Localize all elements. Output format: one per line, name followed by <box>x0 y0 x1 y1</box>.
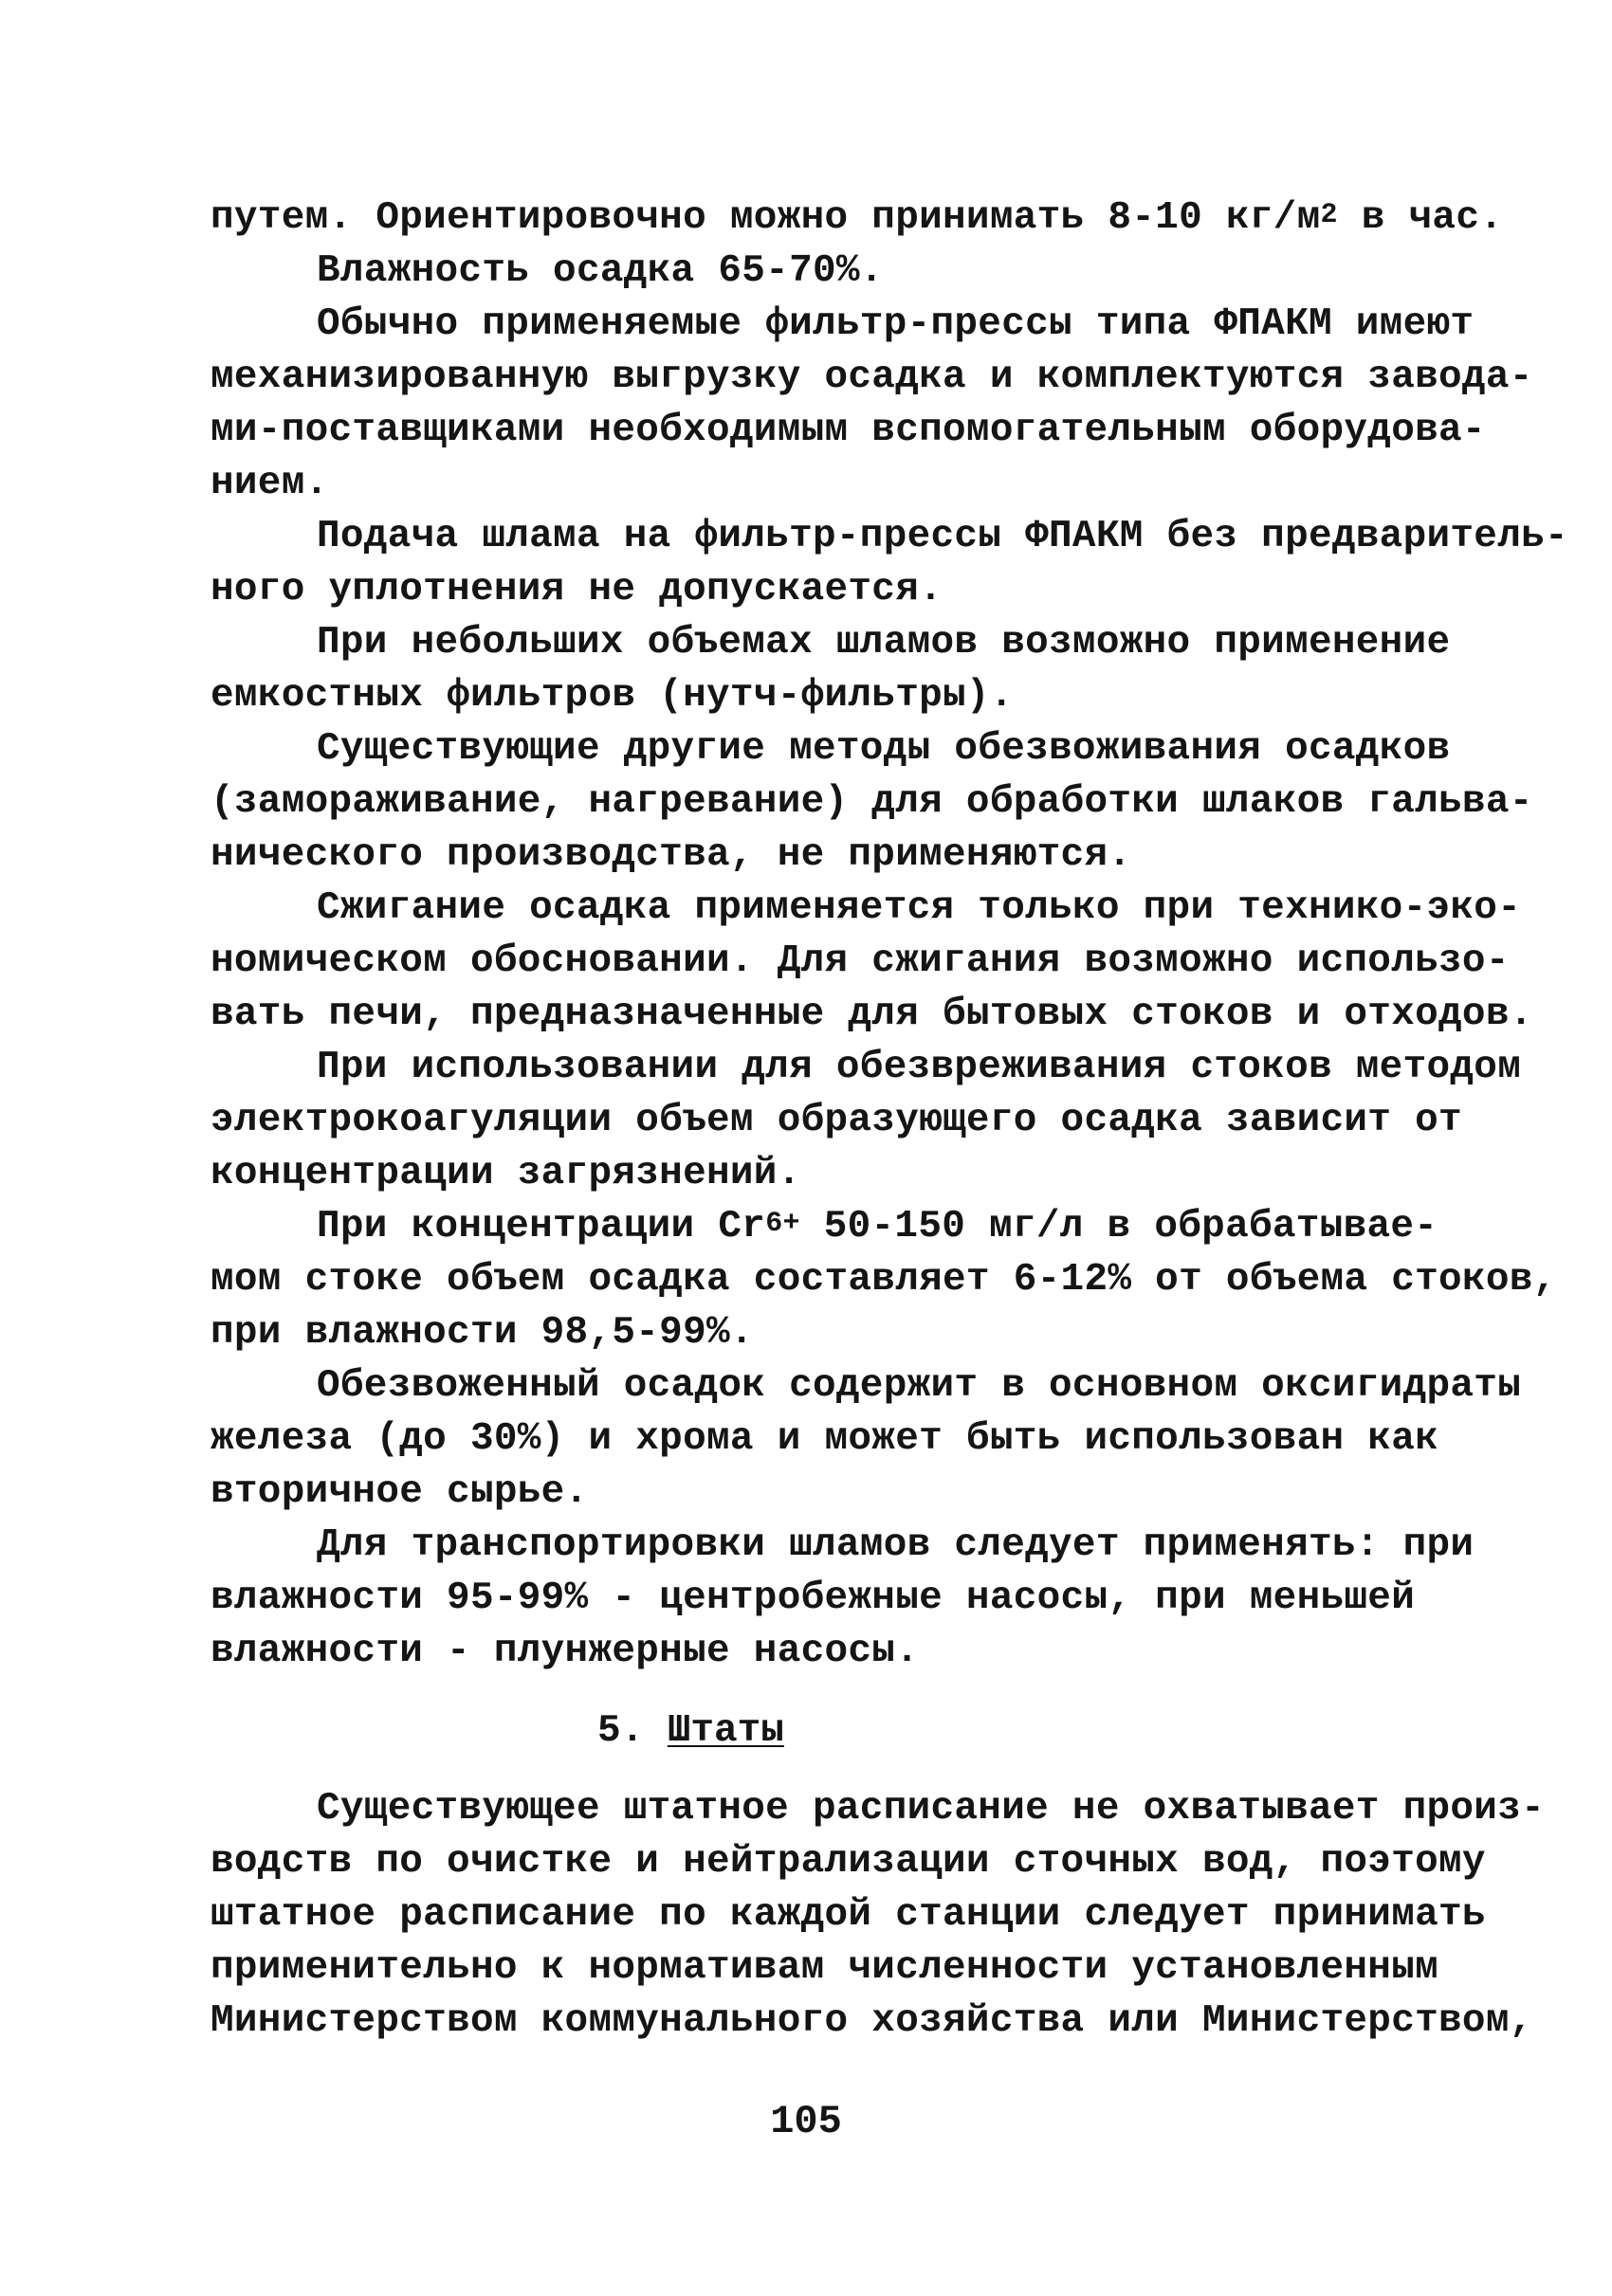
text-line <box>317 1200 1438 1253</box>
text-line <box>211 191 1503 245</box>
text-line: железа (до 30%) и хрома и может быть использован как <box>211 1417 1439 1461</box>
text-line: Обезвоженный осадок содержит в основном оксигидраты <box>317 1364 1522 1408</box>
superscript: 6+ <box>765 1208 800 1240</box>
text-line: мом стоке объем осадка составляет 6-12% от объема стоков, <box>211 1258 1557 1302</box>
text-line: вторичное сырье. <box>211 1470 589 1514</box>
text-line: Министерством коммунального хозяйства или Министерством, <box>211 1999 1533 2043</box>
text-line: вать печи, предназначенные для бытовых стоков и отходов. <box>211 993 1533 1036</box>
text-line: Влажность осадка 65-70%. <box>317 249 884 293</box>
text-line: влажности 95-99% - центробежные насосы, при меньшей <box>211 1576 1416 1620</box>
text-line: Существующие другие методы обезвоживания осадков <box>317 727 1451 771</box>
text-line: Существующее штатное расписание не охватывает произ- <box>317 1787 1546 1831</box>
section-heading <box>597 1704 784 1758</box>
line-text: При концентрации Cr <box>317 1205 766 1248</box>
text-line: концентрации загрязнений. <box>211 1152 801 1195</box>
section-number: 5. <box>597 1709 645 1753</box>
text-line: применительно к нормативам численности установленным <box>211 1946 1439 1990</box>
section-title: Штаты <box>667 1709 784 1753</box>
page-number: 105 <box>770 2099 842 2144</box>
text-line: Для транспортировки шламов следует применять: при <box>317 1523 1475 1567</box>
text-line: При небольших объемах шламов возможно применение <box>317 621 1451 665</box>
text-line: Обычно применяемые фильтр-прессы типа ФПАКМ имеют <box>317 302 1475 346</box>
text-line: нием. <box>211 462 329 505</box>
text-line: ного уплотнения не допускается. <box>211 568 943 611</box>
text-line: электрокоагуляции объем образующего осадка зависит от <box>211 1099 1462 1142</box>
line-text: 50-150 мг/л в обрабатывае- <box>799 1205 1438 1248</box>
text-line: емкостных фильтров (нутч-фильтры). <box>211 674 1014 718</box>
text-line: ми-поставщиками необходимым вспомогательным оборудова- <box>211 409 1486 452</box>
superscript: 2 <box>1320 199 1338 231</box>
text-line: влажности - плунжерные насосы. <box>211 1630 920 1673</box>
line-text: в час. <box>1337 196 1504 240</box>
line-text: путем. Ориентировочно можно принимать 8-10 кг/м <box>211 196 1321 240</box>
text-line: нического производства, не применяются. <box>211 833 1132 877</box>
text-line: При использовании для обезвреживания стоков методом <box>317 1046 1522 1089</box>
text-line: штатное расписание по каждой станции следует принимать <box>211 1893 1486 1937</box>
text-line: при влажности 98,5-99%. <box>211 1311 754 1355</box>
text-line: Подача шлама на фильтр-прессы ФПАКМ без предваритель- <box>317 515 1568 558</box>
text-line: (замораживание, нагревание) для обработки шлаков гальва- <box>211 780 1533 824</box>
text-line: водств по очистке и нейтрализации сточных вод, поэтому <box>211 1840 1486 1884</box>
text-line: номическом обосновании. Для сжигания возможно использо- <box>211 939 1510 983</box>
text-line: механизированную выгрузку осадка и комплектуются завода- <box>211 355 1533 399</box>
text-line: Сжигание осадка применяется только при технико-эко- <box>317 886 1522 930</box>
